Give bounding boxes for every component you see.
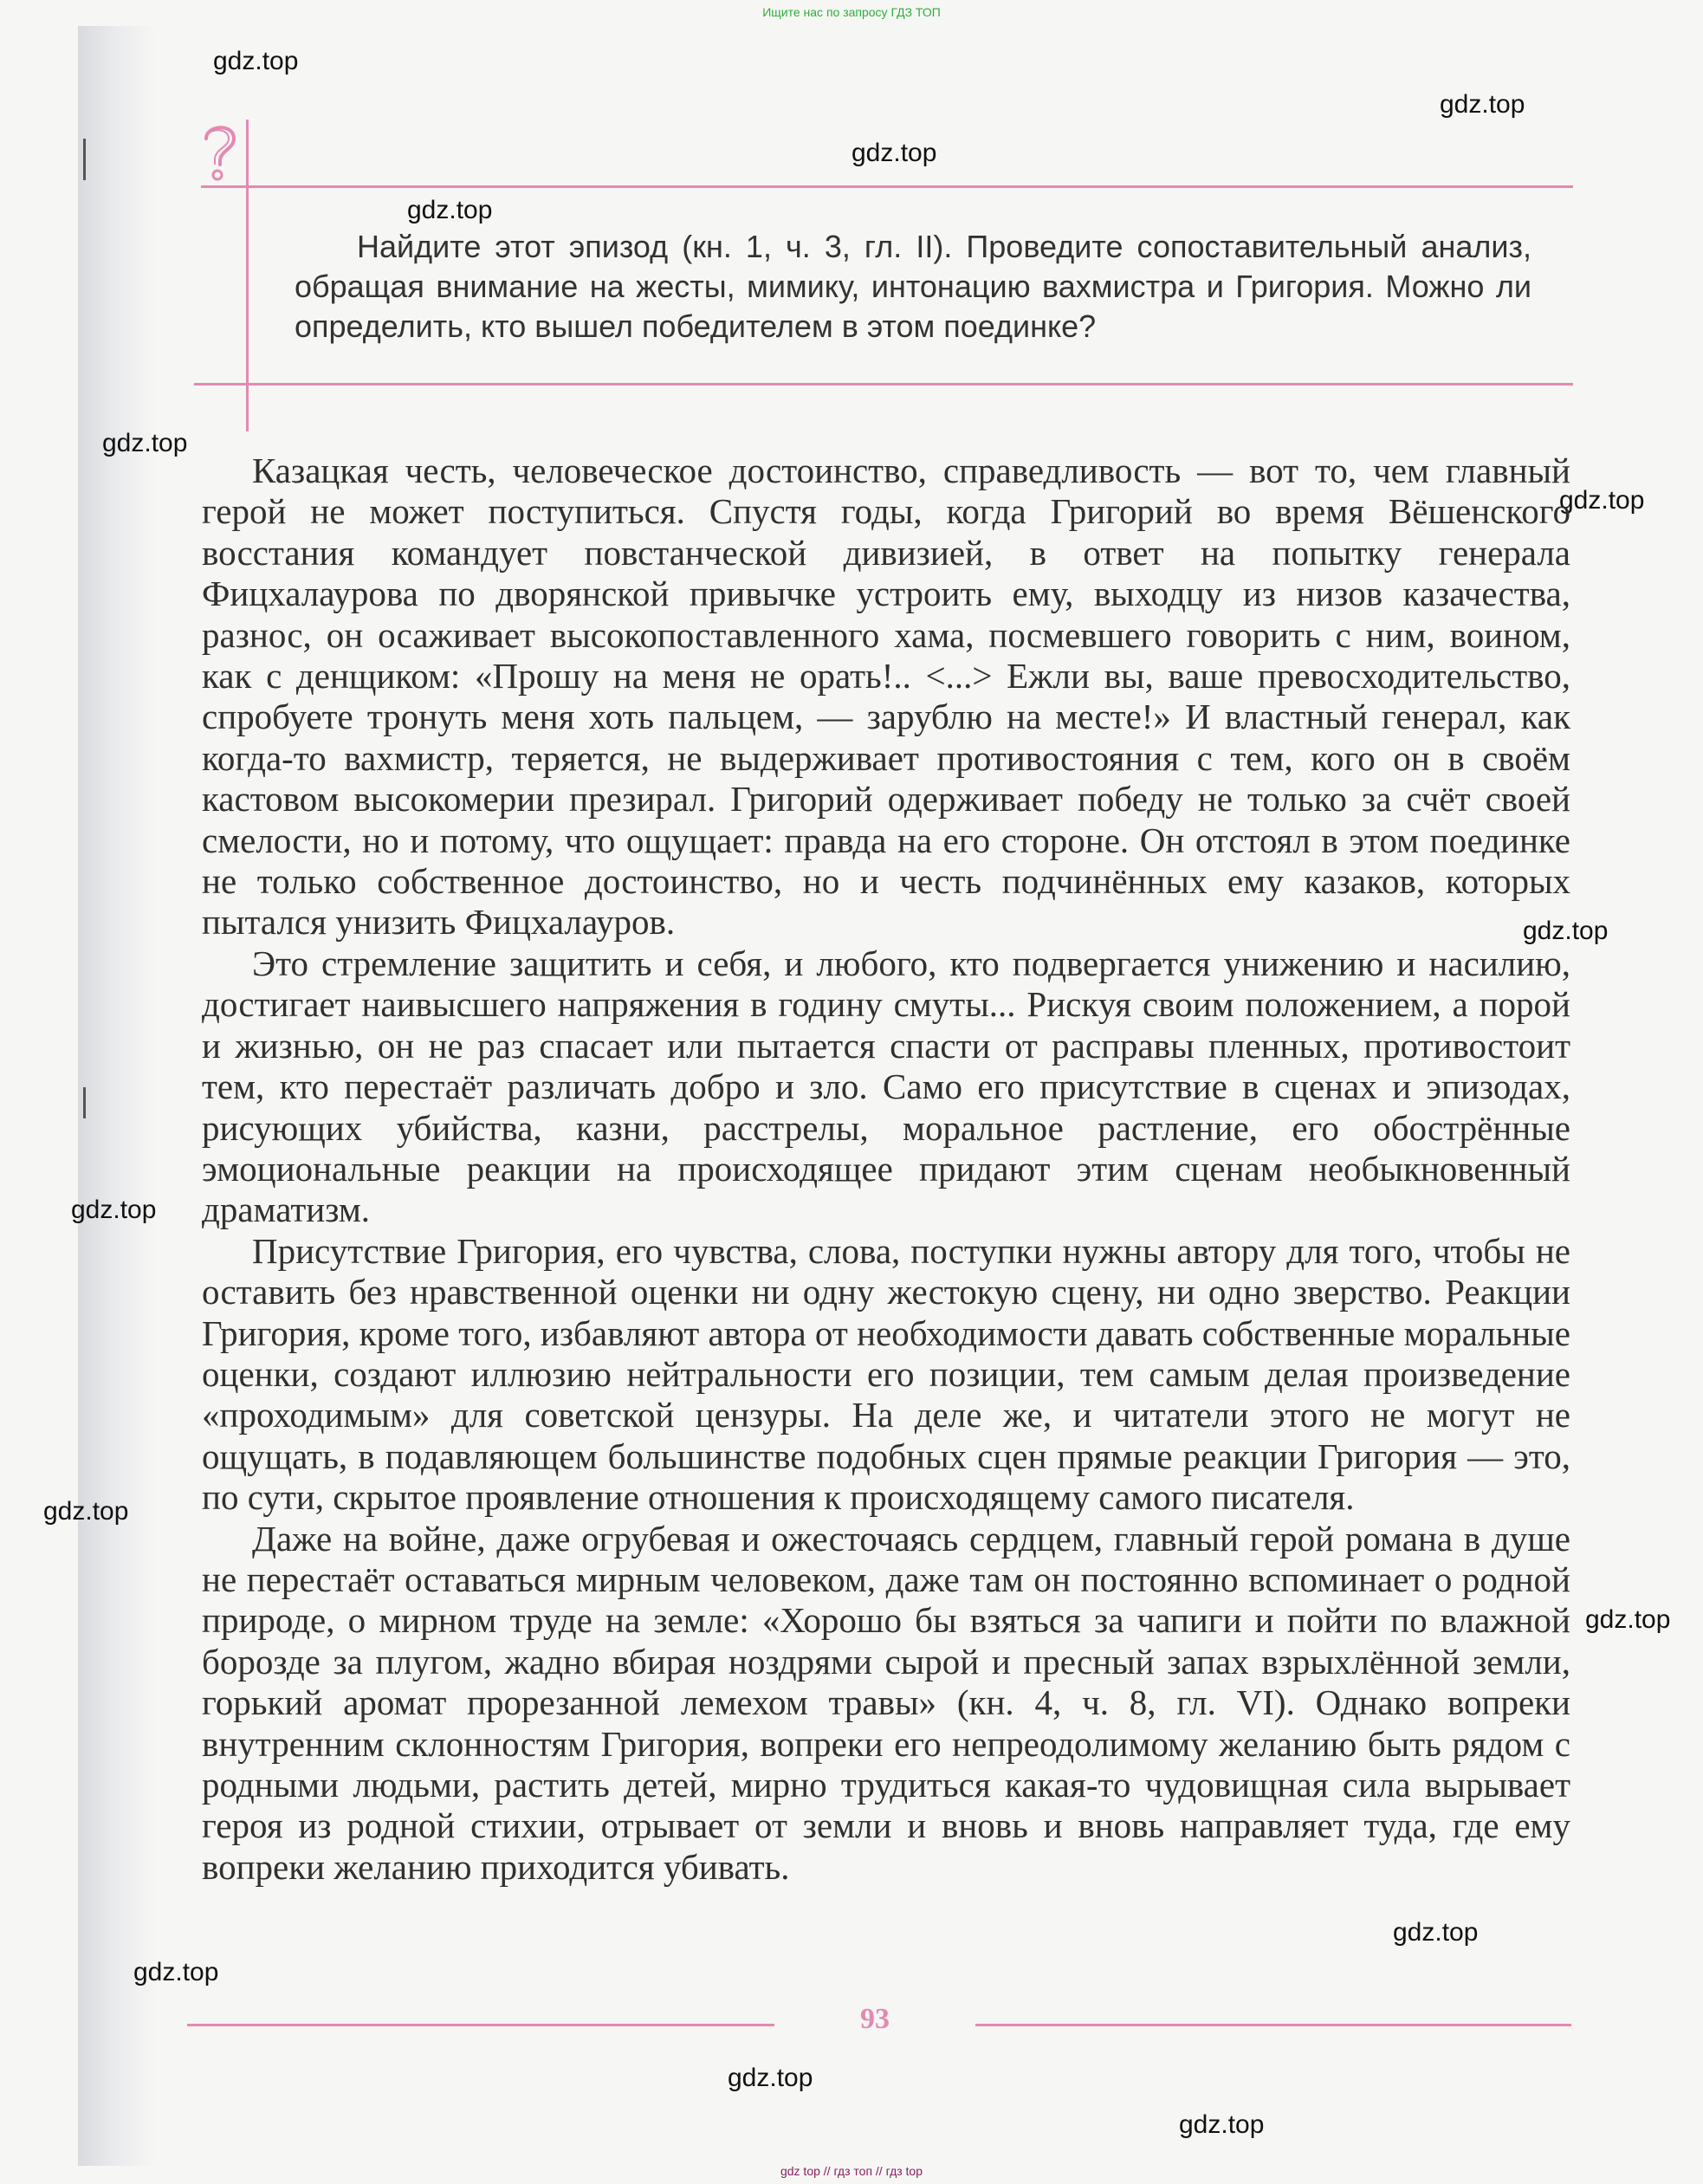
watermark: gdz.top (1179, 2110, 1265, 2139)
footer-rule-right (975, 2024, 1571, 2026)
watermark: gdz.top (407, 196, 493, 224)
watermark: gdz.top (728, 2064, 813, 2092)
main-text (202, 450, 1570, 1888)
watermark: gdz.top (1523, 917, 1609, 945)
watermark: gdz.top (1440, 90, 1525, 119)
binding-mark (83, 1087, 86, 1118)
watermark: gdz.top (43, 1497, 129, 1526)
top-banner[interactable]: Ищите нас по запросу ГДЗ ТОП (762, 5, 941, 19)
watermark: gdz.top (213, 47, 299, 75)
watermark: gdz.top (1585, 1605, 1671, 1634)
paragraph: Даже на войне, даже огрубевая и ожесточаясь сердцем, главный герой романа в душе не перестаёт оставаться мирным человеком, даже там он постоянно вспоминает о родной природе, о мирном труде на земле: «Хорошо бы взяться за чапиги и пойти по влажной борозде за плугом, жадно вбирая ноздрями сырой и пресный запах взрыхлённой земли, горький аромат прорезанной лемехом травы» (кн. 4, ч. 8, гл. VI). Однако вопреки внутренним склонностям Григория, вопреки его непреодолимому желанию быть рядом с родными людьми, растить детей, мирно трудиться какая-то чудовищная сила вырывает героя из родной стихии, отрывает от земли и вновь и вновь направляет туда, где ему вопреки желанию приходится убивать. (202, 1518, 1570, 1887)
watermark: gdz.top (133, 1958, 219, 1986)
paragraph: Казацкая честь, человеческое достоинство, справедливость — вот то, чем главный герой не может поступиться. Спустя годы, когда Григорий во время Вёшенского восстания командует повстанческой дивизией, в ответ на попытку генерала Фицхалаурова по дворянской привычке устроить ему, выходцу из низов казачества, разнос, он осаживает высокопоставленного хама, посмевшего говорить с ним, воином, как с денщиком: «Прошу на меня не орать!.. <...> Ежли вы, ваше превосходительство, спробуете тронуть меня хоть пальцем, — зарублю на месте!» И властный генерал, как когда-то вахмистр, теряется, не выдерживает противостояния с тем, кого он в своём кастовом высокомерии презирал. Григорий одерживает победу не только за счёт своей смелости, но и потому, что ощущает: правда на его стороне. Он отстоял в этом поединке не только собственное достоинство, но и честь подчинённых ему казаков, которых пытался унизить Фицхалауров. (202, 450, 1570, 943)
question-mark-icon (197, 120, 241, 184)
watermark: gdz.top (102, 429, 188, 457)
watermark: gdz.top (1559, 486, 1645, 515)
binding-mark (83, 139, 86, 180)
question-block-bottom-rule (194, 383, 1573, 386)
page-binding-shadow (78, 26, 156, 2166)
question-text: Найдите этот эпизод (кн. 1, ч. 3, гл. II). Проведите сопоставительный анализ, обращая внимание на жесты, мимику, интонацию вахмистра и Григория. Можно ли определить, кто вышел победителем в этом поединке? (295, 229, 1531, 344)
watermark: gdz.top (1393, 1918, 1479, 1947)
watermark: gdz.top (852, 139, 937, 167)
bottom-banner[interactable]: gdz top // гдз топ // гдз top (780, 2164, 923, 2178)
watermark: gdz.top (71, 1196, 157, 1224)
footer-rule-left (187, 2024, 774, 2026)
paragraph: Присутствие Григория, его чувства, слова, поступки нужны автору для того, чтобы не оставить без нравственной оценки ни одну жестокую сцену, ни одно зверство. Реакции Григория, кроме того, избавляют автора от необходимости давать собственные моральные оценки, создают иллюзию нейтральности его позиции, тем самым делая произведение «проходимым» для советской цензуры. На деле же, и читатели этого не могут не ощущать, в подавляющем большинстве подобных сцен прямые реакции Григория — это, по сути, скрытое проявление отношения к происходящему самого писателя. (202, 1230, 1570, 1518)
page-number: 93 (860, 2003, 890, 2035)
paragraph: Это стремление защитить и себя, и любого, кто подвергается унижению и насилию, достигает наивысшего напряжения в годину смуты... Рискуя своим положением, а порой и жизнью, он не раз спасает или пытается спасти от расправы пленных, противостоит тем, кто перестаёт различать добро и зло. Само его присутствие в сценах и эпизодах, рисующих убийства, казни, расстрелы, моральное растление, его обострённые эмоциональные реакции на происходящее придают этим сценам необыкновенный драматизм. (202, 943, 1570, 1230)
question-block-top-rule (201, 185, 1573, 188)
